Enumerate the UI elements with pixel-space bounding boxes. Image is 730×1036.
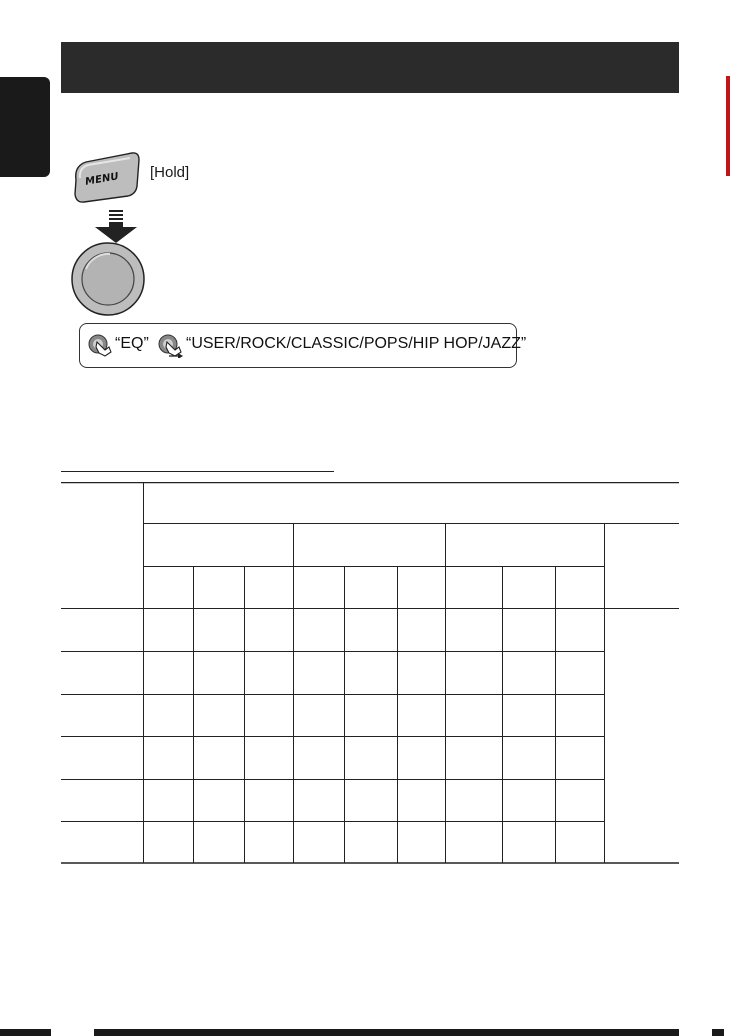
control-dial-icon[interactable] <box>70 241 146 317</box>
footer-bar <box>94 1029 679 1036</box>
menu-item-eq-options: “USER/ROCK/CLASSIC/POPS/HIP HOP/JAZZ” <box>186 335 527 352</box>
down-arrow-icon <box>93 209 139 244</box>
footer-marker-left <box>0 1029 51 1036</box>
eq-settings-table <box>61 482 679 864</box>
hand-press-icon <box>87 333 113 357</box>
menu-button-label: MENU <box>84 171 120 188</box>
menu-path-box <box>79 323 527 368</box>
menu-button[interactable] <box>70 150 142 204</box>
footer-marker-right <box>712 1029 724 1036</box>
menu-item-eq: “EQ” <box>115 335 149 352</box>
language-tab <box>0 77 50 177</box>
hold-instruction: [Hold] <box>150 164 190 181</box>
section-underline <box>61 471 334 472</box>
page-edge-marker <box>726 76 730 176</box>
turn-arrow-icon <box>168 346 184 358</box>
section-header-bar <box>61 42 679 93</box>
